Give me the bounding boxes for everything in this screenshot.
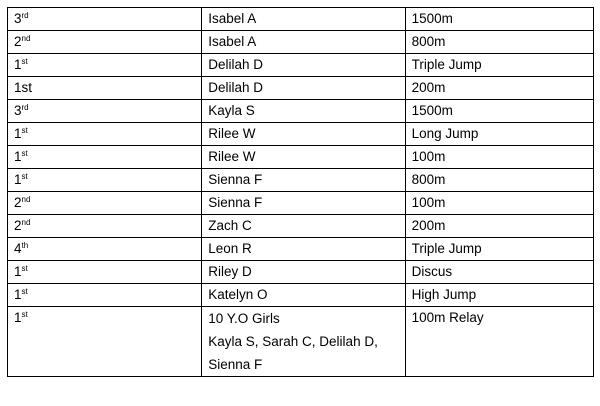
place-number: 2 [14,218,22,233]
place-cell [8,215,202,238]
event-cell: Triple Jump [405,54,593,77]
table-row [8,215,594,238]
table-row [8,31,594,54]
place-suffix: th [21,241,29,250]
name-cell: Delilah D [202,77,405,100]
place-cell [8,77,202,100]
name-cell: Delilah D [202,54,405,77]
place-suffix: st [21,264,28,273]
place-number: 4 [14,241,22,256]
place-cell [8,54,202,77]
place-suffix: nd [21,195,31,204]
name-cell: Isabel A [202,8,405,31]
name-cell: Rilee W [202,123,405,146]
place-cell [8,261,202,284]
place-number: 1st [14,80,33,95]
name-cell: Rilee W [202,146,405,169]
place-number: 2 [14,34,22,49]
event-cell: Discus [405,261,593,284]
table-row [8,192,594,215]
event-cell: Triple Jump [405,238,593,261]
place-number: 3 [14,11,22,26]
event-cell: 800m [405,169,593,192]
event-cell: Long Jump [405,123,593,146]
team-name: 10 Y.O Girls [208,311,280,326]
place-number: 1 [14,126,22,141]
event-cell: 800m [405,31,593,54]
name-cell: Kayla S [202,100,405,123]
place-number: 1 [14,172,22,187]
table-row [8,307,594,377]
event-cell: 1500m [405,8,593,31]
table-row [8,54,594,77]
place-cell [8,8,202,31]
place-suffix: nd [21,34,31,43]
place-cell [8,192,202,215]
place-cell [8,169,202,192]
place-cell [8,123,202,146]
place-cell [8,100,202,123]
team-members-line: Sienna F [208,357,263,372]
table-row [8,284,594,307]
place-suffix: st [21,310,28,319]
name-cell: Riley D [202,261,405,284]
place-number: 1 [14,149,22,164]
name-cell: Sienna F [202,169,405,192]
table-row [8,146,594,169]
event-cell: High Jump [405,284,593,307]
place-number: 3 [14,103,22,118]
results-table [7,7,594,377]
place-number: 1 [14,287,22,302]
name-cell: Katelyn O [202,284,405,307]
event-cell: 100m [405,192,593,215]
place-suffix: rd [21,103,29,112]
place-number: 2 [14,195,22,210]
place-suffix: st [21,149,28,158]
table-row [8,169,594,192]
name-cell [202,307,405,377]
place-number: 1 [14,57,22,72]
place-number: 1 [14,264,22,279]
event-cell: 100m [405,146,593,169]
table-row [8,8,594,31]
place-suffix: st [21,287,28,296]
table-row [8,100,594,123]
place-cell [8,31,202,54]
name-cell: Isabel A [202,31,405,54]
name-cell: Sienna F [202,192,405,215]
place-suffix: st [21,126,28,135]
place-cell [8,238,202,261]
team-members-line: Kayla S, Sarah C, Delilah D, [208,334,378,349]
event-cell: 200m [405,215,593,238]
place-number: 1 [14,310,22,325]
table-row [8,238,594,261]
table-row [8,123,594,146]
place-cell [8,307,202,377]
table-row [8,77,594,100]
name-cell: Leon R [202,238,405,261]
place-suffix: st [21,57,28,66]
name-cell: Zach C [202,215,405,238]
place-suffix: st [21,172,28,181]
event-cell: 200m [405,77,593,100]
event-cell: 100m Relay [405,307,593,377]
place-suffix: rd [21,11,29,20]
event-cell: 1500m [405,100,593,123]
place-cell [8,146,202,169]
place-suffix: nd [21,218,31,227]
table-row [8,261,594,284]
place-cell [8,284,202,307]
